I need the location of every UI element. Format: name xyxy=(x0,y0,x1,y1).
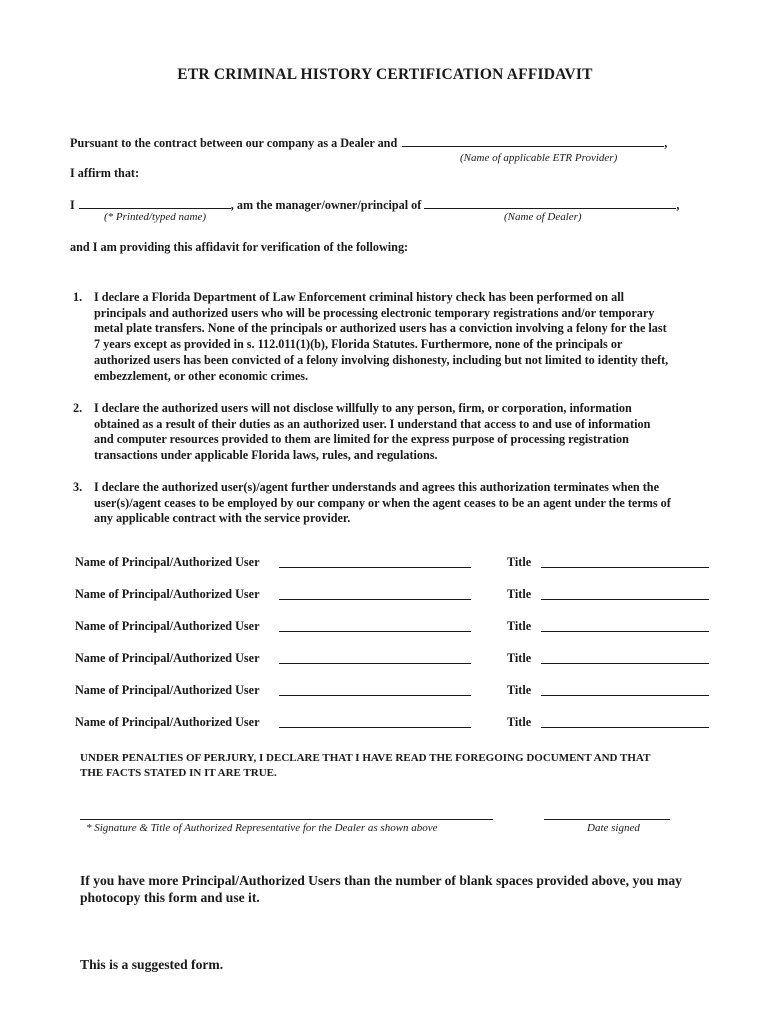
date-signed-field[interactable] xyxy=(544,819,670,820)
contract-text: Pursuant to the contract between our company as a Dealer and xyxy=(70,136,398,150)
perjury-statement: UNDER PENALTIES OF PERJURY, I DECLARE THAT I HAVE READ THE FOREGOING DOCUMENT AND THAT THE FACTS STATED IN IT ARE TRUE. xyxy=(80,752,651,779)
etr-provider-field[interactable] xyxy=(402,135,664,147)
declaration-3: 3. I declare the authorized user(s)/agent further understands and agrees this authorization terminates when the user(s)/agent ceases to be employed by our company or when the agent ceases to be an agent under the terms of any applicable contract with the service provider. xyxy=(73,480,671,526)
affidavit-page: ETR CRIMINAL HISTORY CERTIFICATION AFFIDAVIT Pursuant to the contract between our company as a Dealer and , (Name of applicable ETR Provider) I affirm that: I , am the manager/owner/principal of , (* Printed/typed name) (Name of Dealer) and I am providing this affidavit for verification of the following: 1. I declare a Florida Department of Law Enforcement criminal history check has been performed on all principals and authorized users who will be processing electronic temporary registrations and/or temporary metal plate transfers. None of the principals or authorized users has a conviction involving a felony for the last 7 years except as provided in s. 112.011(1)(b), Florida Statutes. Furthermore, none of the principals or authorized users has been convicted of a felony involving dishonesty, including but not limited to identity theft, embezzlement, or other economic crimes. 2. I declare the authorized users will not disclose willfully to any person, firm, or corporation, information obtained as a result of their duties as an authorized user. I understand that access to and use of information and computer resources provided to them are limited for the express purpose of processing registration transactions under applicable Florida laws, rules, and regulations. 3. I declare the authorized user(s)/agent further understands and agrees this authorization terminates when the user(s)/agent ceases to be employed by our company or when the agent ceases to be an agent under the terms of any applicable contract with the service provider. Name of Principal/Authorized User Title Name of Principal/Authorized User Title Name of Principal/Authorized User Title Name of Principal/Authorized User Title Name of Principal/Authorized User Title Name of Principal/Authorized User Title UNDER PENALTIES OF PERJURY, I DECLARE THAT I HAVE READ THE FOREGOING DOCUMENT AND THAT THE FACTS STATED IN IT ARE TRUE. * Signature & Title of Authorized Representative for the Dealer as shown above Date signed If you have more Principal/Authorized Users than the number of blank spaces provided above, you may photocopy this form and use it. This is a suggested form. xyxy=(0,0,770,1024)
dealer-caption: (Name of Dealer) xyxy=(504,211,582,223)
signature-field[interactable] xyxy=(80,819,493,820)
user-title-field[interactable] xyxy=(541,599,709,600)
printed-name-field[interactable] xyxy=(79,197,231,209)
suggested-form-note: This is a suggested form. xyxy=(80,957,224,972)
dealer-name-field[interactable] xyxy=(424,197,676,209)
user-title-field[interactable] xyxy=(541,695,709,696)
user-name-field[interactable] xyxy=(279,663,471,664)
date-caption: Date signed xyxy=(587,822,640,834)
photocopy-note: If you have more Principal/Authorized Users than the number of blank spaces provided above, you may photocopy this form and use it. xyxy=(80,873,682,905)
user-name-field[interactable] xyxy=(279,631,471,632)
user-name-field[interactable] xyxy=(279,599,471,600)
affirm-text: I affirm that: xyxy=(70,166,140,180)
user-title-field[interactable] xyxy=(541,567,709,568)
manager-line: I , am the manager/owner/principal of , xyxy=(70,198,680,212)
user-name-field[interactable] xyxy=(279,695,471,696)
user-title-field[interactable] xyxy=(541,727,709,728)
declaration-2: 2. I declare the authorized users will not disclose willfully to any person, firm, or corporation, information obtained as a result of their duties as an authorized user. I understand that access to and use of information and computer resources provided to them are limited for the express purpose of processing registration transactions under applicable Florida laws, rules, and regulations. xyxy=(73,401,651,463)
user-title-field[interactable] xyxy=(541,663,709,664)
contract-line: Pursuant to the contract between our company as a Dealer and , xyxy=(70,136,668,150)
providing-text: and I am providing this affidavit for verification of the following: xyxy=(70,240,409,254)
user-name-field[interactable] xyxy=(279,727,471,728)
declaration-1: 1. I declare a Florida Department of Law Enforcement criminal history check has been performed on all principals and authorized users who will be processing electronic temporary registrations and/or temporary metal plate transfers. None of the principals or authorized users has a conviction involving a felony for the last 7 years except as provided in s. 112.011(1)(b), Florida Statutes. Furthermore, none of the principals or authorized users has been convicted of a felony involving dishonesty, including but not limited to identity theft, embezzlement, or other economic crimes. xyxy=(73,290,669,383)
document-title: ETR CRIMINAL HISTORY CERTIFICATION AFFIDAVIT xyxy=(177,66,593,83)
provider-caption: (Name of applicable ETR Provider) xyxy=(460,152,618,164)
printed-name-caption: (* Printed/typed name) xyxy=(104,211,207,223)
user-name-field[interactable] xyxy=(279,567,471,568)
signature-caption: * Signature & Title of Authorized Representative for the Dealer as shown above xyxy=(86,822,438,834)
user-title-field[interactable] xyxy=(541,631,709,632)
